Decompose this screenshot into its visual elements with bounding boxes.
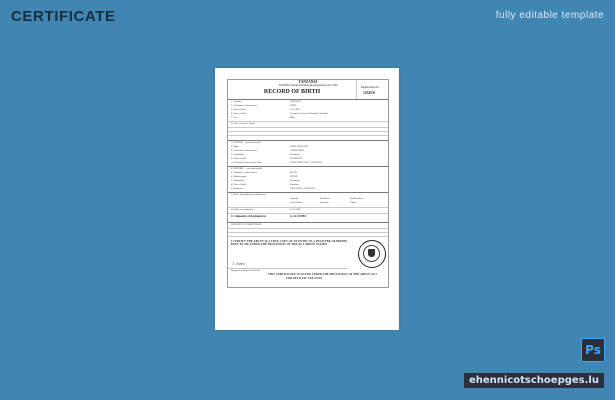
field-label: 5. Sex <box>231 116 237 119</box>
watermark-banner: ehennicotschoepges.lu <box>464 373 604 388</box>
informant-col: Capacity <box>290 197 299 200</box>
field-label: e. Residence <box>231 187 244 190</box>
field-label: a. Name <box>231 145 239 148</box>
field-value: MARY <box>290 171 298 174</box>
registration-number: 12345/6 <box>363 91 375 95</box>
signature-label: 11. Signature of the Registrar <box>231 215 267 218</box>
field-value: ADAM JOHN <box>290 149 305 152</box>
divider <box>228 213 388 214</box>
official-seal-icon <box>358 240 386 268</box>
mother-section-title: 8. MOTHER — personal details <box>231 167 263 170</box>
field-label: a. Christian or other names <box>231 171 257 174</box>
field-value: JOHN <box>290 104 297 107</box>
date-registration-value: 12.12.1985 <box>290 208 301 211</box>
footer-line-2: FOR OFFICIAL USE ONLY <box>286 277 323 280</box>
field-value: GREGORY - TANZANIA <box>290 187 316 190</box>
field-label: d. Place of birth <box>231 157 247 160</box>
certify-text: I CERTIFY THE ABOVE IS A TRUE COPY OF AN ENTRY IN A REGISTER OF BIRTHS KEPT BY ME UNDER THE PROVISIONS OF THE ACT ABOVE STATED <box>231 240 348 247</box>
divider <box>228 127 388 128</box>
field-label: 1. Surname <box>231 100 242 103</box>
footer-line-1: THIS CERTIFICATE IS ISSUED UNDER THE PROVISIONS OF THE ABOVE ACT <box>268 273 378 276</box>
informant-value: Zanzibar <box>320 201 329 204</box>
place-row-label: 6. Place (Ground / Tract) <box>231 122 255 125</box>
informant-value: Local Father <box>290 201 303 204</box>
field-value: PETER <box>290 175 298 178</box>
field-label: b. Maiden name <box>231 175 247 178</box>
act-text: The Births, Deaths and Marriages Registration Act 1990 <box>278 84 338 87</box>
informant-col: Residence <box>320 197 330 200</box>
record-title: RECORD OF BIRTH <box>263 89 321 95</box>
photoshop-icon: Ps <box>581 338 605 362</box>
field-label: b. Christian or other names <box>231 149 257 152</box>
divider <box>228 131 388 132</box>
field-label: 3. Date of birth <box>231 108 246 111</box>
divider <box>228 236 388 237</box>
divider <box>228 228 388 229</box>
field-value: Tanzanian <box>290 153 300 156</box>
field-value: JOHN GREGORY - TANZANIA <box>290 161 323 164</box>
field-label: 4. Place of birth <box>231 112 247 115</box>
field-value: Central Government Hospital, Zanzibar <box>290 112 328 115</box>
field-label: 2. Christian or other names <box>231 104 257 107</box>
field-label: c. Nationality <box>231 179 245 182</box>
field-label: c. Nationality <box>231 153 245 156</box>
field-label: e. Residence at the time of birth <box>231 161 262 164</box>
field-value: ZANZIBAR <box>290 157 303 160</box>
divider <box>228 135 388 136</box>
field-value: Tanzanian <box>290 179 300 182</box>
country-name: TANZANIA <box>298 80 318 84</box>
informant-title: 9. Name and Signature of Informant <box>231 193 266 196</box>
field-label: d. Place of birth <box>231 183 247 186</box>
field-value: JOHN GREGORY <box>290 145 309 148</box>
certificate-document <box>215 68 399 330</box>
field-value: Male <box>290 116 295 119</box>
registrar-signature: J. Jones <box>232 261 245 266</box>
informant-value: Father <box>350 201 357 204</box>
informant-col: Qualification <box>350 197 363 200</box>
divider <box>356 80 357 99</box>
registration-label: Registration No. <box>361 86 380 89</box>
field-value: GREGORY <box>290 100 302 103</box>
signature-value: G. R. JONES <box>290 215 307 218</box>
divider <box>228 232 388 233</box>
field-value: Zanzibar <box>290 183 299 186</box>
corrections-label: RECORD OF CORRECTIONS <box>231 223 262 226</box>
page-title: CERTIFICATE <box>11 8 116 25</box>
father-section-title: 7. FATHER — personal details <box>231 141 261 144</box>
date-registration-label: 10. Date of registration <box>231 208 254 211</box>
divider <box>228 99 388 100</box>
page-subtitle: fully editable template <box>495 10 604 21</box>
field-value: 1.12.1985 <box>290 108 300 111</box>
registrar-line: Registrar of Births and Deaths <box>231 269 261 272</box>
certificate-frame <box>227 79 389 288</box>
